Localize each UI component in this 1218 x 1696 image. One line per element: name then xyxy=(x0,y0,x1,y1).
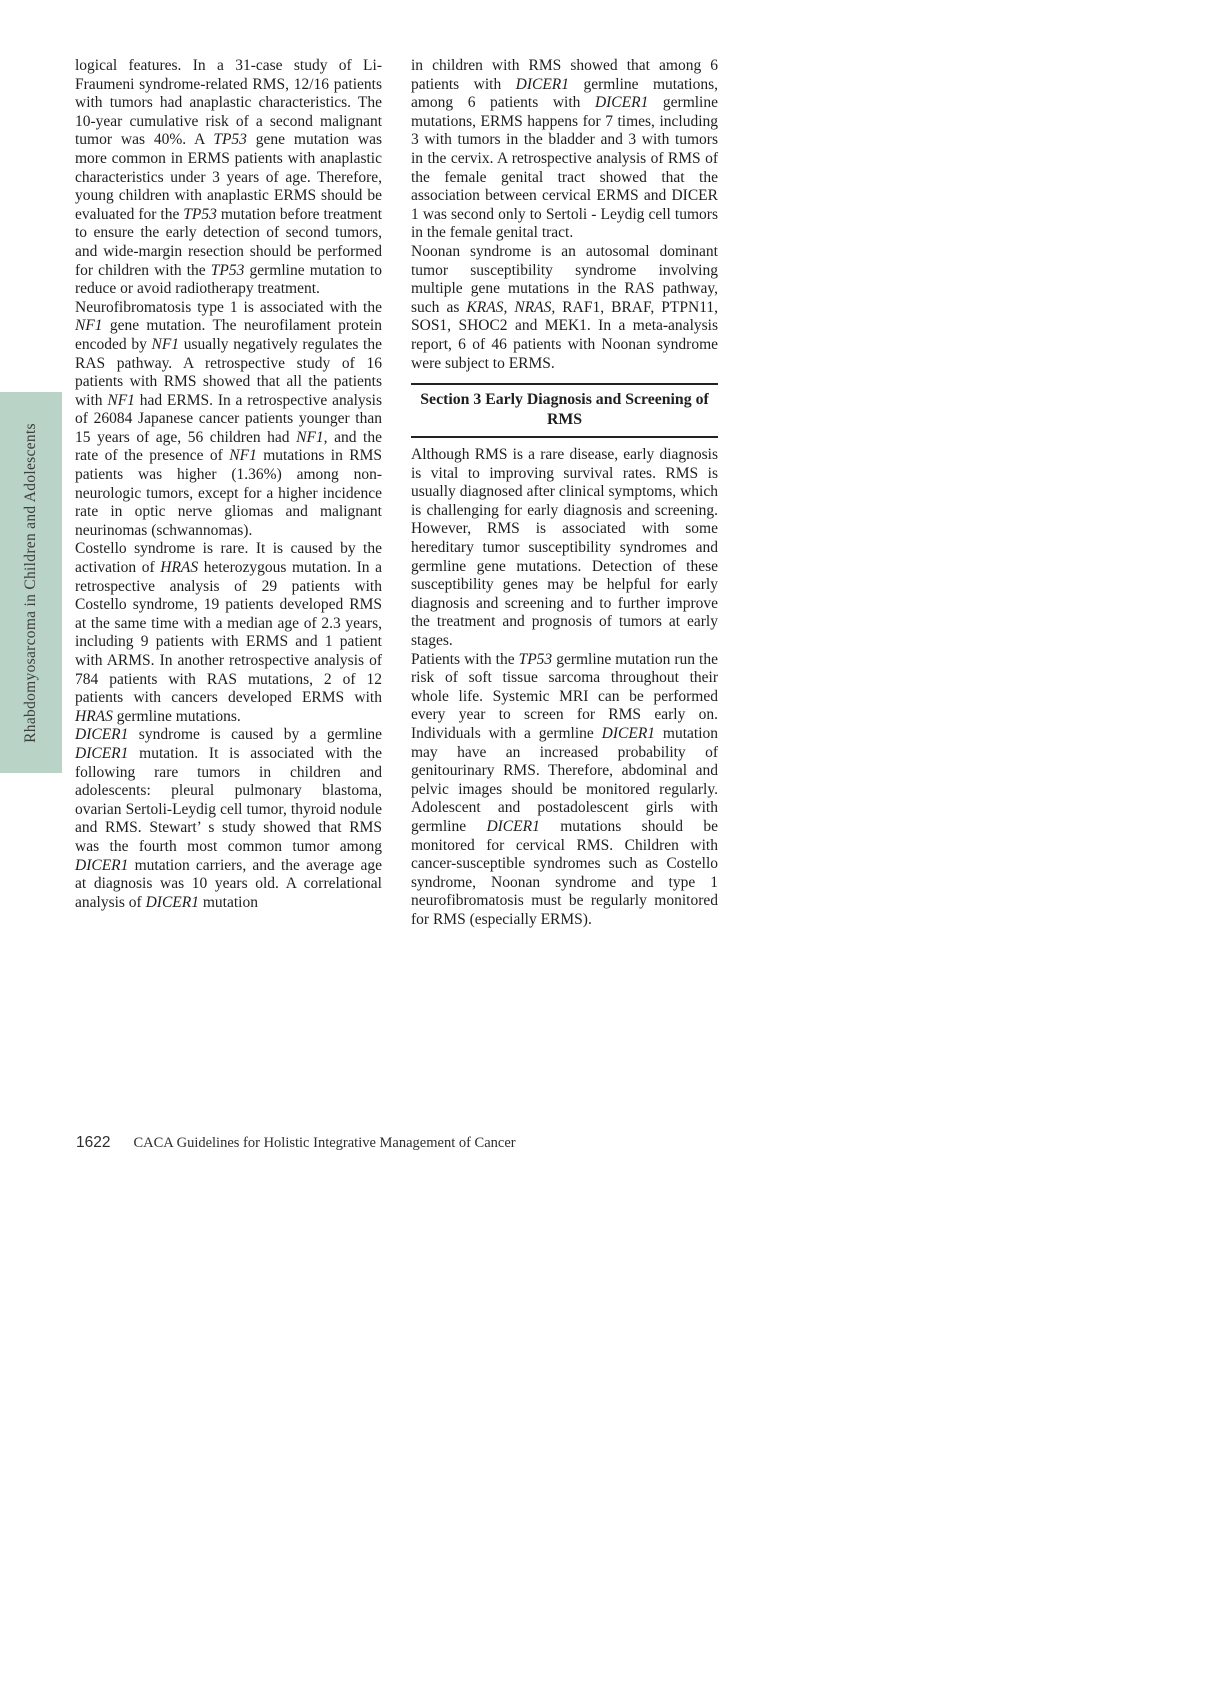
paragraph xyxy=(75,57,382,299)
text-run: Costello syndrome is rare. It is caused by the activation of xyxy=(75,540,382,577)
paragraph xyxy=(411,446,718,651)
text-run: germline mutations, among 6 patients with xyxy=(411,75,718,112)
gene-name-italic: DICER1 xyxy=(594,94,649,112)
gene-name-italic: HRAS xyxy=(160,559,199,577)
page-number: 1622 xyxy=(76,1134,111,1151)
paragraph xyxy=(75,726,382,912)
paragraph xyxy=(411,57,718,243)
text-run: germline mutations, ERMS happens for 7 times, including 3 with tumors in the bladder and 3 with tumors in the cervix. A retrospective analysis of RMS of the female genital tract showed that the association between cervical ERMS and DICER 1 was second only to Sertoli - Leydig cell tumors in the female genital tract. xyxy=(411,94,718,242)
gene-name-italic: NF1 xyxy=(229,447,257,465)
text-run: mutation. It is associated with the following rare tumors in children and adolescents: pleural pulmonary blastoma, ovarian Sertoli-Leydig cell tumor, thyroid nodule and RMS. Stewart’ s study showed that RMS was the fourth most common tumor among xyxy=(75,744,382,855)
text-run: , and the rate of the presence of xyxy=(75,428,382,465)
gene-name-italic: DICER1 xyxy=(145,893,199,911)
text-run: gene mutation. The neurofilament protein encoded by xyxy=(75,317,382,353)
gene-name-italic: NF1 xyxy=(75,317,103,335)
section-heading: Section 3 Early Diagnosis and Screening of RMS xyxy=(411,383,718,438)
gene-name-italic: TP53 xyxy=(518,650,553,668)
text-run: mutation xyxy=(199,893,258,911)
gene-name-italic: DICER1 xyxy=(75,856,129,874)
gene-name-italic: DICER1 xyxy=(75,744,129,762)
text-run: logical features. In a 31-case study of Li-Fraumeni syndrome-related RMS, 12/16 patients with tumors had anaplastic characteristics. The 10-year cumulative risk of a second malignant tumor was 40%. A xyxy=(75,57,382,149)
text-run: germline mutations. xyxy=(112,707,241,725)
gene-name-italic: TP53 xyxy=(183,205,217,223)
gene-name-italic: TP53 xyxy=(213,131,247,149)
text-run: germline mutation run the risk of soft tissue sarcoma throughout their whole life. Systemic MRI can be performed every year to screen for RMS early on. Individuals with a germline xyxy=(411,650,718,742)
text-run: heterozygous mutation. In a retrospective analysis of 29 patients with Costello syndrome, 19 patients developed RMS at the same time with a median age of 2.3 years, including 9 patients with ERMS and 1 patient with ARMS. In another retrospective analysis of 784 patients with RAS mutations, 2 of 12 patients with cancers developed ERMS with xyxy=(75,559,382,707)
chapter-sidebar-tab xyxy=(0,392,62,773)
text-run: mutations should be monitored for cervical RMS. Children with cancer-susceptible syndromes such as Costello syndrome, Noonan syndrome and type 1 neurofibromatosis must be regularly monitored for RMS (especially ERMS). xyxy=(411,817,719,928)
paragraph xyxy=(411,651,718,930)
gene-name-italic: TP53 xyxy=(210,261,245,279)
chapter-title-vertical: Rhabdomyosarcoma in Children and Adolescents xyxy=(22,422,40,743)
text-run: RAF1, BRAF, PTPN11, SOS1, SHOC2 and MEK1. In a meta-analysis report, 6 of 46 patients with Noonan syndrome were subject to ERMS. xyxy=(411,298,718,372)
page-footer xyxy=(76,1134,516,1152)
gene-name-italic: DICER1 xyxy=(601,725,656,742)
paragraph xyxy=(75,299,382,541)
text-run: Noonan syndrome is an autosomal dominant tumor susceptibility syndrome involving multiple gene mutations in the RAS pathway, such as xyxy=(411,242,718,316)
text-run: germline mutation to reduce or avoid radiotherapy treatment. xyxy=(75,261,382,298)
gene-name-italic: DICER1 xyxy=(515,75,570,93)
text-run: gene mutation was more common in ERMS patients with anaplastic characteristics under 3 years of age. Therefore, young children with anaplastic ERMS should be evaluated for the xyxy=(75,131,382,223)
gene-name-italic: NF1 xyxy=(107,391,135,409)
right-text-column xyxy=(411,57,718,930)
gene-name-italic: KRAS, NRAS, xyxy=(466,298,556,316)
footer-book-title: CACA Guidelines for Holistic Integrative Management of Cancer xyxy=(133,1135,516,1151)
gene-name-italic: NF1 xyxy=(151,335,180,353)
paragraph xyxy=(75,540,382,726)
left-text-column xyxy=(75,57,382,912)
text-run: in children with RMS showed that among 6 patients with xyxy=(411,57,718,93)
text-run: usually negatively regulates the RAS pathway. A retrospective study of 16 patients with RMS showed that all the patients with xyxy=(75,335,382,409)
text-run: had ERMS. In a retrospective analysis of 26084 Japanese cancer patients younger than 15 years of age, 56 children had xyxy=(75,391,383,446)
text-run: mutation may have an increased probability of genitourinary RMS. Therefore, abdominal and pelvic images should be monitored regularly. Adolescent and postadolescent girls with germline xyxy=(411,725,718,835)
text-run: mutation carriers, and the average age at diagnosis was 10 years old. A correlational analysis of xyxy=(75,856,382,911)
text-run: syndrome is caused by a germline xyxy=(128,726,382,744)
text-run: Although RMS is a rare disease, early diagnosis is vital to improving survival rates. RMS is usually diagnosed after clinical symptoms, which is challenging for early diagnosis and screening. However, RMS is associated with some hereditary tumor susceptibility syndromes and germline gene mutations. Detection of these susceptibility genes may be helpful for early diagnosis and screening and to further improve the treatment and prognosis of tumors at early stages. xyxy=(411,446,718,650)
text-run: mutations in RMS patients was higher (1.36%) among non-neurologic tumors, except for a higher incidence rate in optic nerve gliomas and malignant neurinomas (schwannomas). xyxy=(75,447,382,539)
paragraph xyxy=(411,243,718,373)
text-run: mutation before treatment to ensure the early detection of second tumors, and wide-margin resection should be performed for children with the xyxy=(75,205,383,279)
gene-name-italic: DICER1 xyxy=(75,726,129,744)
text-run: Neurofibromatosis type 1 is associated with the xyxy=(75,298,382,316)
gene-name-italic: DICER1 xyxy=(486,817,540,835)
gene-name-italic: HRAS xyxy=(75,707,113,725)
gene-name-italic: NF1 xyxy=(296,428,324,446)
text-run: Patients with the xyxy=(411,650,519,668)
